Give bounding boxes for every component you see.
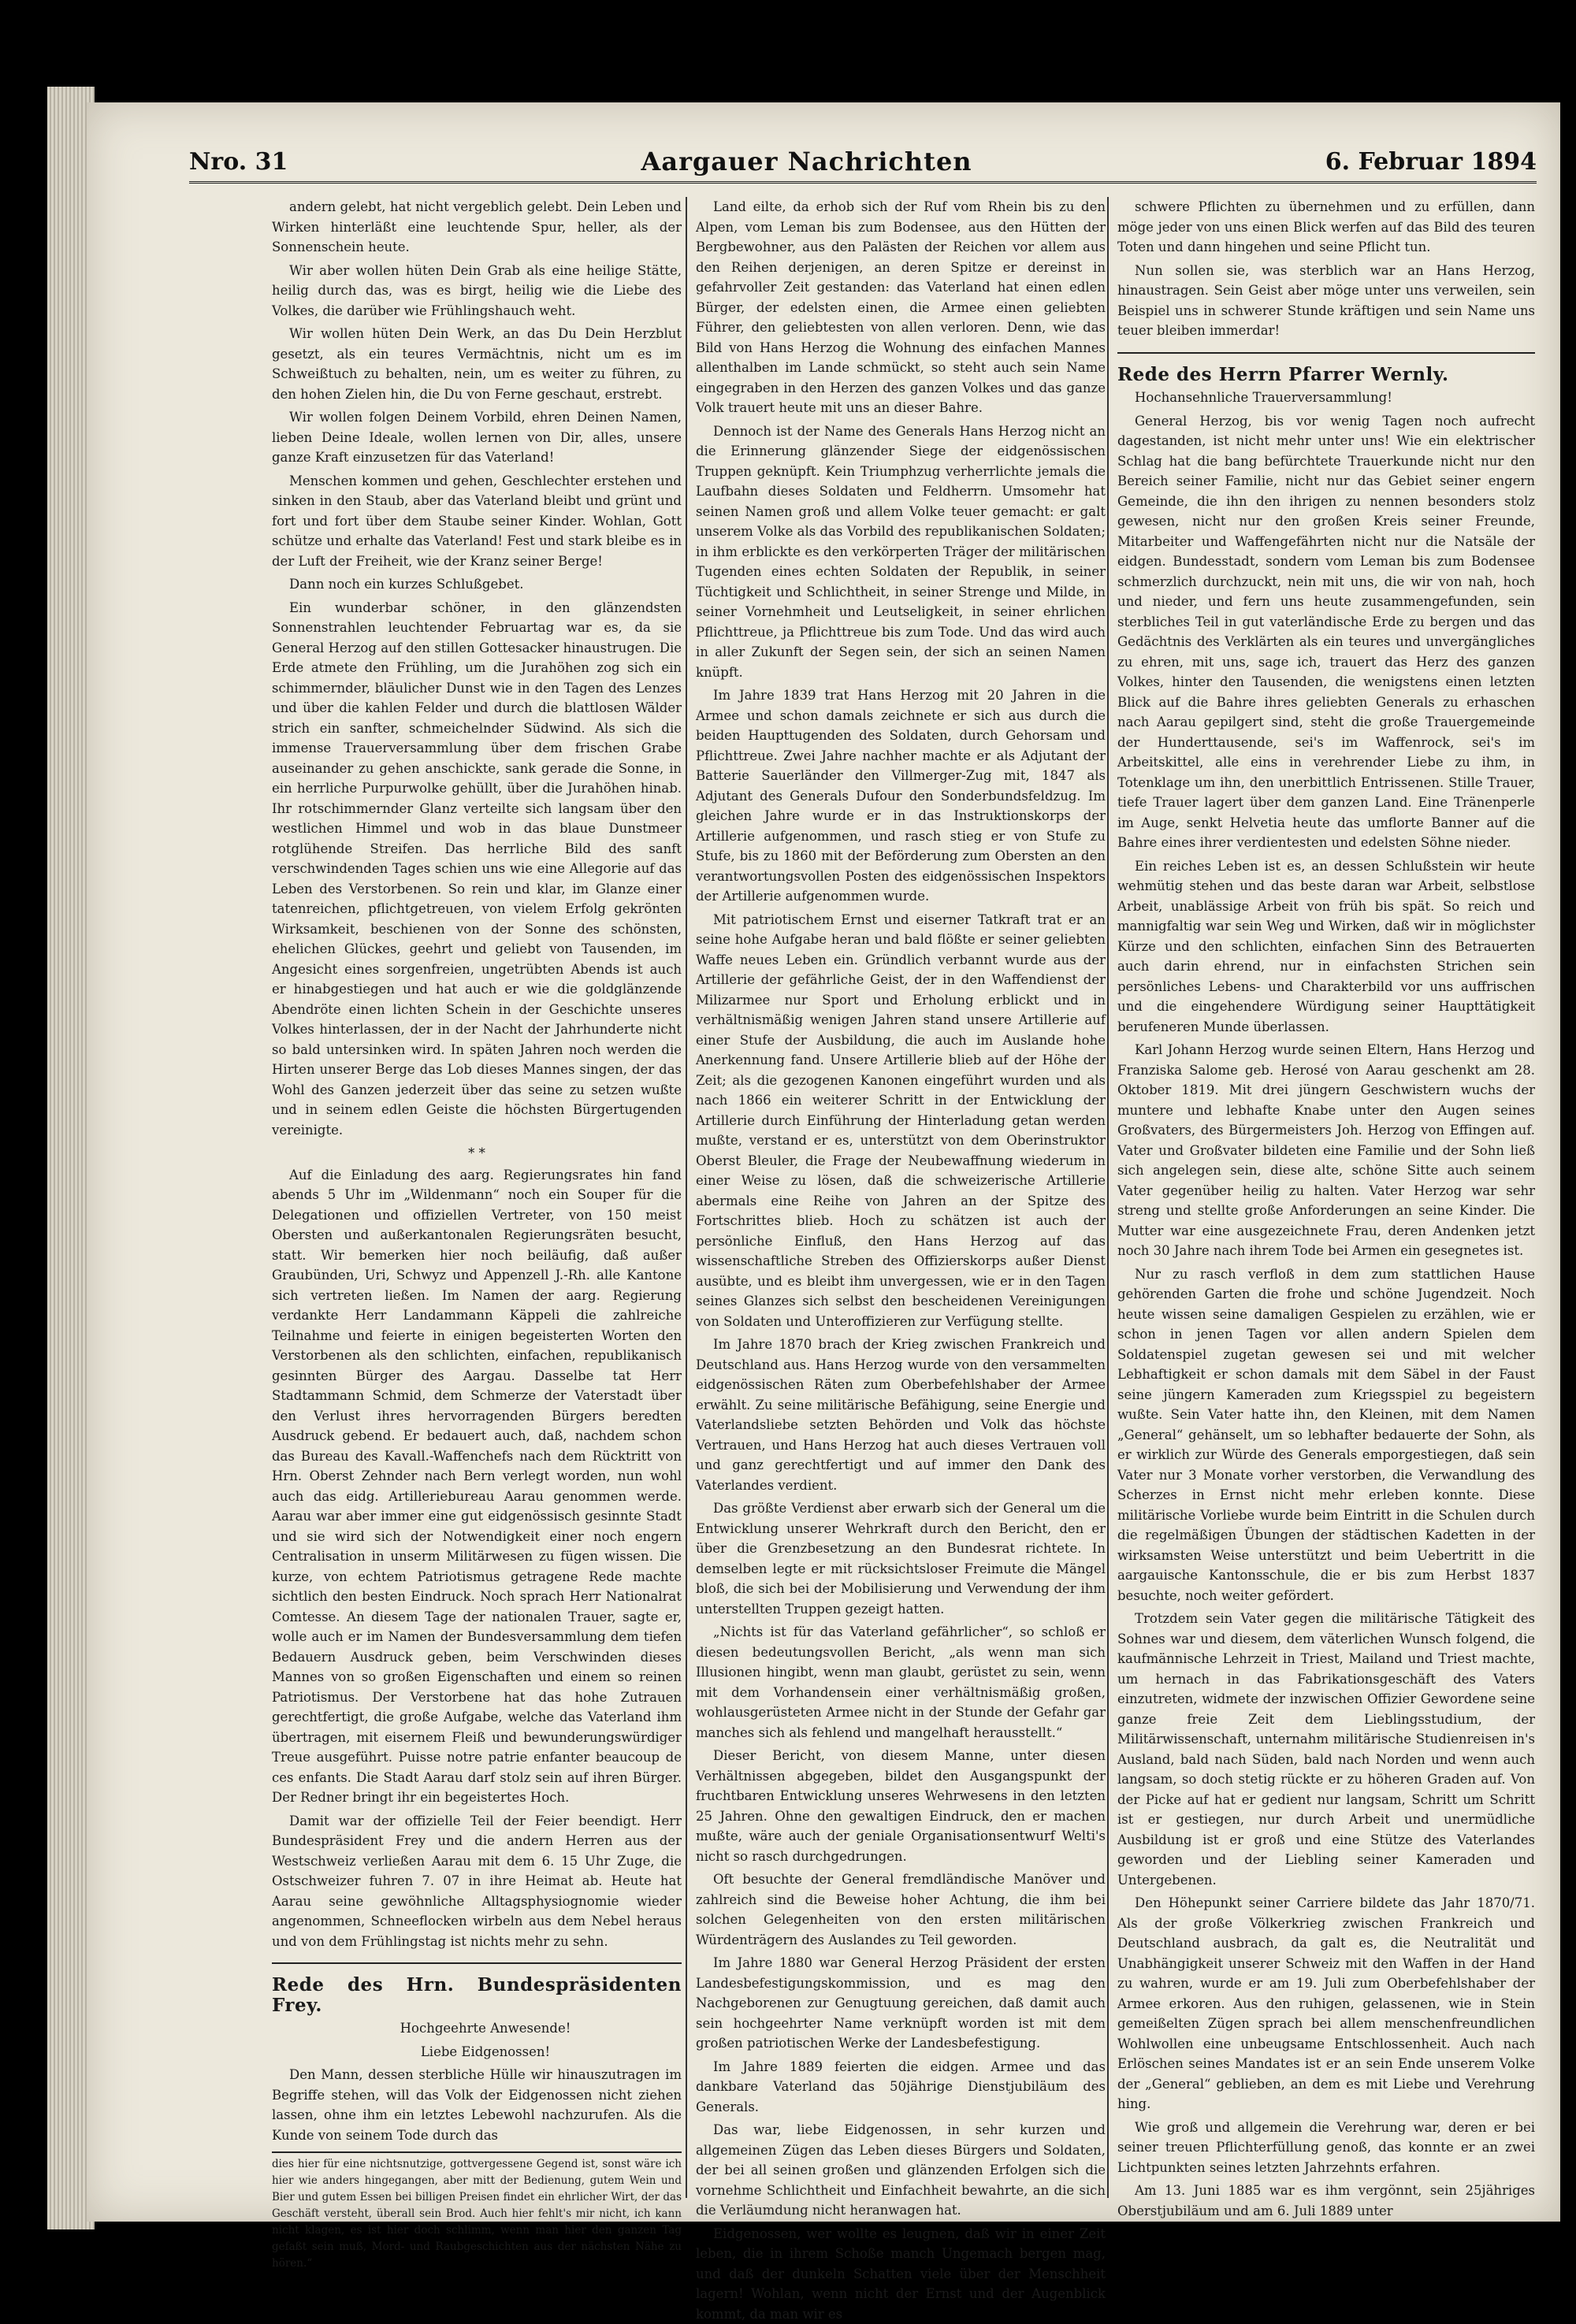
salutation: Liebe Eidgenossen! [272,2042,682,2062]
paragraph: Auf die Einladung des aarg. Regierungsrates hin fand abends 5 Uhr im „Wildenmann“ noch ein Souper für die Delegationen und offiziellen Vertreter, von 150 meist Obersten und außerkantonalen Regierungsräten besucht, statt. Wir bemerken hier noch beiläufig, daß außer Graubünden, Uri, Schwyz und Appenzell J.-Rh. alle Kantone sich vertreten ließen. Im Namen der aarg. Regierung verdankte Herr Landammann Käppeli die zahlreiche Teilnahme und feierte in einigen begeisterten Worten den Verstorbenen als den schlichten, einfachen, republikanisch gesinnten Bürger des Aargau. Dasselbe tat Herr Stadtammann Schmid, dem Schmerze der Vaterstadt über den Verlust ihres hervorragenden Bürgers beredten Ausdruck gebend. Er bedauert auch, daß, nachdem schon das Bureau des Kavall.-Waffenchefs nach dem Rücktritt von Hrn. Oberst Zehnder nach Bern verlegt worden, nun wohl auch das eidg. Artilleriebureau Aarau genommen werde. Aarau war aber immer eine gut eidgenössisch gesinnte Stadt und sie wird sich der Notwendigkeit einer noch engern Centralisation in unserm Militärwesen zu fügen wissen. Die kurze, von echtem Patriotismus getragene Rede machte sichtlich den besten Eindruck. Noch sprach Herr Nationalrat Comtesse. An diesem Tage der nationalen Trauer, sagte er, wolle auch er im Namen der Bundesversammlung dem tiefen Bedauern Ausdruck geben, beim Verschwinden dieses Mannes von so großen Eigenschaften und einem so reinen Patriotismus. Der Verstorbene hat das hohe Zutrauen gerechtfertigt, die große Aufgabe, welche das Vaterland ihm übertragen, mit eisernem Fleiß und bewunderungswürdiger Treue ausgeführt. Puisse notre patrie enfanter beaucoup de ces enfants. Die Stadt Aarau darf stolz sein auf ihren Bürger. Der Redner bringt ihr ein begeistertes Hoch. [272,1165,682,1808]
paragraph: Im Jahre 1880 war General Herzog Präsident der ersten Landesbefestigungskommission, und es mag den Nachgeborenen zur Genugtuung gereichen, daß damit auch sein hochgeehrter Name verknüpft worden ist mit dem großen patriotischen Werke der Landesbefestigung. [696,1953,1106,2054]
paragraph: Menschen kommen und gehen, Geschlechter erstehen und sinken in den Staub, aber das Vaterland bleibt und grünt und fort und fort über dem Staube seiner Kinder. Wohlan, Gott schütze und erhalte das Vaterland! Fest und stark bleibe es in der Luft der Freiheit, wie der Kranz seiner Berge! [272,471,682,572]
paragraph: Dann noch ein kurzes Schlußgebet. [272,574,682,595]
section-rule [1117,352,1535,354]
paragraph: Dennoch ist der Name des Generals Hans Herzog nicht an die Erinnerung glänzender Siege der eidgenössischen Truppen geknüpft. Kein Triumphzug verherrlichte jemals die Laufbahn dieses Soldaten und Feldherrn. Umsomehr hat seinen Namen groß und allem Volke teuer gemacht: er galt unserem Volke als das Vorbild des republikanischen Soldaten; in ihm erblickte es den verkörperten Träger der militärischen Tugenden eines echten Soldaten der Republik, in seiner Tüchtigkeit und Schlichtheit, in seiner Strenge und Milde, in seiner Vornehmheit und Leutseligkeit, in seiner ehrlichen Pflichttreue, ja Pflichttreue bis zum Tode. Und das wird auch in aller Zukunft der Segen sein, der sich an seinen Namen knüpft. [696,421,1106,683]
paragraph: andern gelebt, hat nicht vergeblich gelebt. Dein Leben und Wirken hinterläßt eine leuchtende Spur, heller, als der Sonnenschein heute. [272,197,682,258]
paragraph: Dieser Bericht, von diesem Manne, unter diesen Verhältnissen abgegeben, bildet den Ausgangspunkt der fruchtbaren Entwicklung unseres Wehrwesens in den letzten 25 Jahren. Ohne den gewaltigen Eindruck, den er machen mußte, wäre auch der geniale Organisationsentwurf Welti's nicht so rasch durchgedrungen. [696,1746,1106,1866]
paragraph: Im Jahre 1839 trat Hans Herzog mit 20 Jahren in die Armee und schon damals zeichnete er sich aus durch die beiden Haupttugenden des Soldaten, durch Gehorsam und Pflichttreue. Zwei Jahre nachher machte er als Adjutant der Batterie Sauerländer den Villmerger-Zug mit, 1847 als Adjutant des Generals Dufour den Sonderbundsfeldzug. Im gleichen Jahre wurde er in das Instruktionskorps der Artillerie aufgenommen, und rasch stieg er von Stufe zu Stufe, bis zu 1860 mit der Beförderung zum Obersten an den verantwortungsvollen Posten des eidgenössischen Inspektors der Artillerie aufgenommen wurde. [696,685,1106,907]
paragraph: Damit war der offizielle Teil der Feier beendigt. Herr Bundespräsident Frey und die andern Herren aus der Westschweiz verließen Aarau mit dem 6. 15 Uhr Zuge, die Ostschweizer fuhren 7. 07 in ihre Heimat ab. Heute hat Aarau seine gewöhnliche Alltagsphysiognomie wieder angenommen, Schneeflocken wirbeln aus dem Nebel heraus und von dem Frühlingstag ist nichts mehr zu sehn. [272,1811,682,1952]
section-heading: Rede des Herrn Pfarrer Wernly. [1117,365,1535,385]
page-header [189,142,1537,184]
paragraph: Wie groß und allgemein die Verehrung war, deren er bei seiner treuen Pflichterfüllung genoß, das konnte er an zwei Lichtpunkten seines letzten Jahrzehnts erfahren. [1117,2118,1535,2178]
paragraph: Am 13. Juni 1885 war es ihm vergönnt, sein 25jähriges Oberstjubiläum und am 6. Juli 1889 unter [1117,2181,1535,2221]
paragraph: Ein reiches Leben ist es, an dessen Schlußstein wir heute wehmütig stehen und das beste daran war Arbeit, selbstlose Arbeit, unablässige Arbeit von früh bis spät. So reich und mannigfaltig war sein Weg und Wirken, daß wir in möglichster Kürze und den schlichten, einfachen Sinn des Betrauerten auch darin ehrend, nur in einfachsten Strichen sein persönliches Lebens- und Charakterbild vor uns auffrischen und die eingehendere Würdigung seiner Haupttätigkeit berufeneren Munde überlassen. [1117,856,1535,1038]
paragraph: General Herzog, bis vor wenig Tagen noch aufrecht dagestanden, ist nicht mehr unter uns! Wie ein elektrischer Schlag hat die bang befürchtete Trauerkunde nicht nur den Bereich seiner Familie, nicht nur das Gebiet seiner engern Gemeinde, die ihn den ihrigen zu nennen besonders stolz gewesen, nicht nur den großen Kreis seiner Freunde, Mitarbeiter und Waffengefährten nicht nur die Natsäle der eidgen. Bundesstadt, sondern vom Leman bis zum Bodensee schmerzlich durchzuckt, nein mit uns, die wir von nah, hoch und nieder, und fern uns heute zusammengefunden, sein sterbliches Teil in gut vaterländische Erde zu bergen und das Gedächtnis des Verklärten als ein teures und unvergängliches zu ehren, mit uns, sage ich, trauert das Herz des ganzen Volkes, hinter den Tausenden, die wenigstens einen letzten Blick auf die Bahre ihres geliebten Generals zu erhaschen nach Aarau gepilgert sind, steht die große Trauergemeinde der Hunderttausende, sei's im Waffenrock, sei's im Arbeitskittel, alle eins in verehrender Liebe zu ihm, in Totenklage um ihn, den unerbittlich Entrissenen. Stille Trauer, tiefe Trauer lagert über dem ganzen Land. Eine Tränenperle im Auge, senkt Helvetia heute das umflorte Banner auf die Bahre eines ihrer verdientesten und edelsten Söhne nieder. [1117,411,1535,853]
paragraph: Nur zu rasch verfloß in dem zum stattlichen Hause gehörenden Garten die frohe und schöne Jugendzeit. Noch heute wissen seine damaligen Gespielen zu erzählen, wie er schon in jenen Tagen vor allen andern Spielen dem Soldatenspiel zugetan gewesen sei und mit welcher Lebhaftigkeit er schon damals mit dem Säbel in der Faust seine jüngern Kameraden zum Kriegsspiel zu begeistern wußte. Sein Vater hatte ihn, den Kleinen, mit dem Namen „General“ gehänselt, um so lebhafter bedauerte der Sohn, als er wirklich zur Würde des Generals emporgestiegen, daß sein Vater nur 3 Monate vorher verstorben, die Verwandlung des Scherzes in Ernst nicht mehr erleben konnte. Diese militärische Vorliebe wurde beim Eintritt in die Schulen durch die regelmäßigen Übungen der städtischen Kadetten in der wirksamsten Weise unterstützt und beim Uebertritt in die aargauische Kantonsschule, die er bis zum Herbst 1837 besuchte, noch weiter gefördert. [1117,1264,1535,1606]
paragraph: Wir wollen hüten Dein Werk, an das Du Dein Herzblut gesetzt, als ein teures Vermächtnis, nicht um es im Schweißtuch zu behalten, nein, um es weiter zu führen, zu den hohen Zielen hin, die Du von Ferne geschaut, erstrebt. [272,324,682,404]
paragraph: schwere Pflichten zu übernehmen und zu erfüllen, dann möge jeder von uns einen Blick werfen auf das Bild des teuren Toten und dann hingehen und seine Pflicht tun. [1117,197,1535,258]
paragraph: Den Höhepunkt seiner Carriere bildete das Jahr 1870/71. Als der große Völkerkrieg zwischen Frankreich und Deutschland ausbrach, da galt es, die Neutralität und Unabhängigkeit unserer Schweiz mit den Waffen in der Hand zu wahren, wurde er am 19. Juli zum Oberbefehlshaber der Armee erkoren. Aus den ruhigen, gelassenen, wie in Stein gemeißelten Zügen sprach bei allem menschenfreundlichen Wohlwollen eine unbeugsame Entschlossenheit. Auch nach Erlöschen seines Mandates ist er an sein Ende unserem Volke der „General“ geblieben, an dem es mit Liebe und Verehrung hing. [1117,1893,1535,2114]
column-1 [272,197,682,2206]
paragraph: Land eilte, da erhob sich der Ruf vom Rhein bis zu den Alpen, vom Leman bis zum Bodensee, aus den Hütten der Bergbewohner, aus den Palästen der Reichen vor allem aus den Reihen derjenigen, an deren Spitze er dereinst in gefahrvoller Zeit gestanden: das Vaterland hat einen edlen Bürger, der edelsten einen, die Armee einen geliebten Führer, den geliebtesten von allen verloren. Denn, wie das Bild von Hans Herzog die Wohnung des einfachen Mannes allenthalben im Lande schmückt, so steht auch sein Name eingegraben in den Herzen des ganzen Volkes und das ganze Volk trauert heute mit uns an dieser Bahre. [696,197,1106,418]
paragraph: Nun sollen sie, was sterblich war an Hans Herzog, hinaustragen. Sein Geist aber möge unter uns verweilen, sein Beispiel uns in schwerer Stunde kräftigen und sein Name uns teuer bleiben immerdar! [1117,261,1535,341]
salutation: Hochgeehrte Anwesende! [272,2018,682,2039]
paragraph: Karl Johann Herzog wurde seinen Eltern, Hans Herzog und Franziska Salome geb. Herosé von Aarau geschenkt am 28. Oktober 1819. Mit drei jüngern Geschwistern wuchs der muntere und lebhafte Knabe unter den Augen seines Großvaters, des Bürgermeisters Joh. Herzog von Effingen auf. Vater und Großvater bildeten eine Familie und der Sohn ließ sich angelegen sein, diese alte, schöne Sitte auch seinem Vater gegenüber heilig zu halten. Vater Herzog war sehr streng und stellte große Anforderungen an seine Kinder. Die Mutter war eine ausgezeichnete Frau, deren Andenken jetzt noch 30 Jahre nach ihrem Tode bei Armen ein gesegnetes ist. [1117,1040,1535,1261]
section-separator: * * [272,1143,682,1164]
paragraph: Das größte Verdienst aber erwarb sich der General um die Entwicklung unserer Wehrkraft durch den Bericht, den er über die Grenzbesetzung an den Bundesrat richtete. In demselben legte er mit rücksichtsloser Freimute die Mängel bloß, die sich bei der Mobilisierung und Verwendung der ihm unterstellten Truppen gezeigt hatten. [696,1498,1106,1619]
newspaper-title: Aargauer Nachrichten [641,147,972,176]
issue-number: Nro. 31 [189,148,288,176]
salutation: Hochansehnliche Trauerversammlung! [1117,388,1535,408]
column-2 [696,197,1106,2206]
paragraph: Ein wunderbar schöner, in den glänzendsten Sonnenstrahlen leuchtender Februartag war es, da sie General Herzog auf den stillen Gottesacker hinaustrugen. Die Erde atmete den Frühling, um die Jurahöhen zog sich ein schimmernder, bläulicher Dunst wie in den Tagen des Lenzes und über die kahlen Felder und durch die blattlosen Wälder strich ein sanfter, schmeichelnder Südwind. Als sich die immense Trauerversammlung über dem frischen Grabe auseinander zu gehen anschickte, sank gerade die Sonne, in ein herrliche Purpurwolke gehüllt, über die Jurahöhen hinab. Ihr rotschimmernder Glanz verteilte sich langsam über den westlichen Himmel und wob in das blaue Dunstmeer rotglühende Streifen. Das herrliche Bild des sanft verschwindenden Tages schien uns wie eine Allegorie auf das Leben des Verstorbenen. So rein und klar, im Glanze einer tatenreichen, pflichtgetreuen, von vielem Erfolg gekrönten Wirksamkeit, beschienen von der Sonne des schönsten, ehelichen Glückes, geehrt und geliebt von Tausenden, im Angesicht eines sorgenfreien, ungetrübten Abends ist auch er hinabgestiegen und hat auch er wie die goldglänzende Abendröte einen lichten Schein in der Geschichte unseres Volkes hinterlassen, der in der Nacht der Jahrhunderte nicht so bald untersinken wird. In späten Jahren noch werden die Hirten unserer Berge das Lob dieses Mannes singen, der das Wohl des Ganzen jederzeit über das seine zu setzen wußte und in seinem edlen Geiste die höchsten Bürgertugenden vereinigte. [272,598,682,1141]
column-3 [1117,197,1535,2206]
section-heading: Rede des Hrn. Bundespräsidenten Frey. [272,1975,682,2015]
column-divider [686,197,687,2198]
paragraph: Wir aber wollen hüten Dein Grab als eine heilige Stätte, heilig durch das, was es birgt, heilig wie die Liebe des Volkes, die darüber wie Frühlingshauch weht. [272,261,682,321]
paragraph: Das war, liebe Eidgenossen, in sehr kurzen und allgemeinen Zügen das Leben dieses Bürgers und Soldaten, der bei all seinen großen und glänzenden Erfolgen sich die vornehme Schlichtheit und Einfachheit bewahrte, an die sich die Verläumdung nicht heranwagen hat. [696,2120,1106,2221]
paragraph: Oft besuchte der General fremdländische Manöver und zahlreich sind die Beweise hoher Achtung, die ihm bei solchen Gelegenheiten von den ersten militärischen Würdenträgern des Auslandes zu Teil geworden. [696,1869,1106,1950]
paragraph: Im Jahre 1889 feierten die eidgen. Armee und das dankbare Vaterland das 50jährige Dienstjubiläum des Generals. [696,2057,1106,2118]
footnote: dies hier für eine nichtsnutzige, gottvergessene Gegend ist, sonst wäre ich hier wie anders hingegangen, aber mitt der Bedienung, gutem Wein und Bier und gutem Essen bei billigen Preisen findet ein ehrlicher Wirt, der das Geschäft versteht, überall sein Brod. Auch hier fehlt's mir nicht, ich kann nicht klagen, es ist hier doch schlimm, wenn man hier den ganzen Tag gefaßt sein muß, Mord- und Raubgeschichten aus der nächsten Nähe zu hören.“ [272,2151,682,2272]
paragraph: „Nichts ist für das Vaterland gefährlicher“, so schloß er diesen bedeutungsvollen Bericht, „als wenn man sich Illusionen hingibt, wenn man glaubt, gerüstet zu sein, wenn mit dem Vorhandensein einer verhältnismäßig großen, wohlausgerüsteten Armee nicht in der Stunde der Gefahr gar manches sich als fehlend und mangelhaft herausstellt.“ [696,1622,1106,1743]
paragraph: Im Jahre 1870 brach der Krieg zwischen Frankreich und Deutschland aus. Hans Herzog wurde von den versammelten eidgenössischen Räten zum Oberbefehlshaber der Armee erwählt. Zu seine militärische Befähigung, seine Energie und Vaterlandsliebe setzten Behörden und Volk das höchste Vertrauen, und Hans Herzog hat auch dieses Vertrauen voll und ganz gerechtfertigt und auf immer den Dank des Vaterlandes verdient. [696,1335,1106,1495]
paragraph: Eidgenossen, wer wollte es leugnen, daß wir in einer Zeit leben, die in ihrem Schoße manch Ungemach bergen mag, und daß der dunkeln Schatten viele über der Menschheit lagern! Wohlan, wenn nicht der Ernst und der Augenblick kommt, da man wir es [696,2224,1106,2324]
paragraph: Wir wollen folgen Deinem Vorbild, ehren Deinen Namen, lieben Deine Ideale, wollen lernen von Dir, alles, unsere ganze Kraft einzusetzen für das Vaterland! [272,407,682,468]
column-divider [1107,197,1109,2198]
section-rule [272,1962,682,1964]
issue-date: 6. Februar 1894 [1325,148,1537,176]
paragraph: Trotzdem sein Vater gegen die militärische Tätigkeit des Sohnes war und diesem, dem väterlichen Wunsch folgend, die kaufmännische Lehrzeit in Triest, Mailand und Triest machte, um hernach in das Fabrikationsgeschäft des Vaters einzutreten, widmete der inzwischen Offizier Gewordene seine ganze freie Zeit dem Lieblingsstudium, der Militärwissenschaft, unternahm militärische Studienreisen in's Ausland, bald nach Süden, bald nach Norden und wenn auch langsam, so doch stetig rückte er zu höheren Graden auf. Von der Picke auf hat er gedient nur langsam, Schritt um Schritt ist er gestiegen, nur durch Arbeit und unermüdliche Ausbildung ist er groß und eine Stütze des Vaterlandes geworden und der Liebling seiner Kameraden und Untergebenen. [1117,1609,1535,1890]
paragraph: Den Mann, dessen sterbliche Hülle wir hinauszutragen im Begriffe stehen, will das Volk der Eidgenossen nicht ziehen lassen, ohne ihm ein letztes Lebewohl nachzurufen. Als die Kunde von seinem Tode durch das [272,2065,682,2145]
paragraph: Mit patriotischem Ernst und eiserner Tatkraft trat er an seine hohe Aufgabe heran und bald flößte er seiner geliebten Waffe neues Leben ein. Gründlich verbannt wurde aus der Artillerie der gefährliche Geist, der in den Waffendienst der Milizarmee nur Sport und Erholung erblickt und in verhältnismäßig wenigen Jahren stand unsere Artillerie auf einer Stufe der Ausbildung, die auch im Auslande hohe Anerkennung fand. Unsere Artillerie blieb auf der Höhe der Zeit; als die gezogenen Kanonen eingeführt wurden und als nach 1866 ein weiterer Schritt in der Entwicklung der Artillerie durch Einführung der Hinterladung getan werden mußte, verstand er es, unterstützt von dem Oberinstruktor Oberst Bleuler, die Frage der Neubewaffnung wiederum in einer Weise zu lösen, daß die schweizerische Artillerie abermals eine Reihe von Jahren an der Spitze des Fortschrittes blieb. Hoch zu schätzen ist auch der persönliche Einfluß, den Hans Herzog auf das wissenschaftliche Streben des Offizierskorps außer Dienst ausübte, und es bleibt ihm unvergessen, wie er in den Tagen seines Glanzes sich selbst den bescheidenen Vereinigungen von Soldaten und Unteroffizieren zur Verfügung stellte. [696,910,1106,1332]
